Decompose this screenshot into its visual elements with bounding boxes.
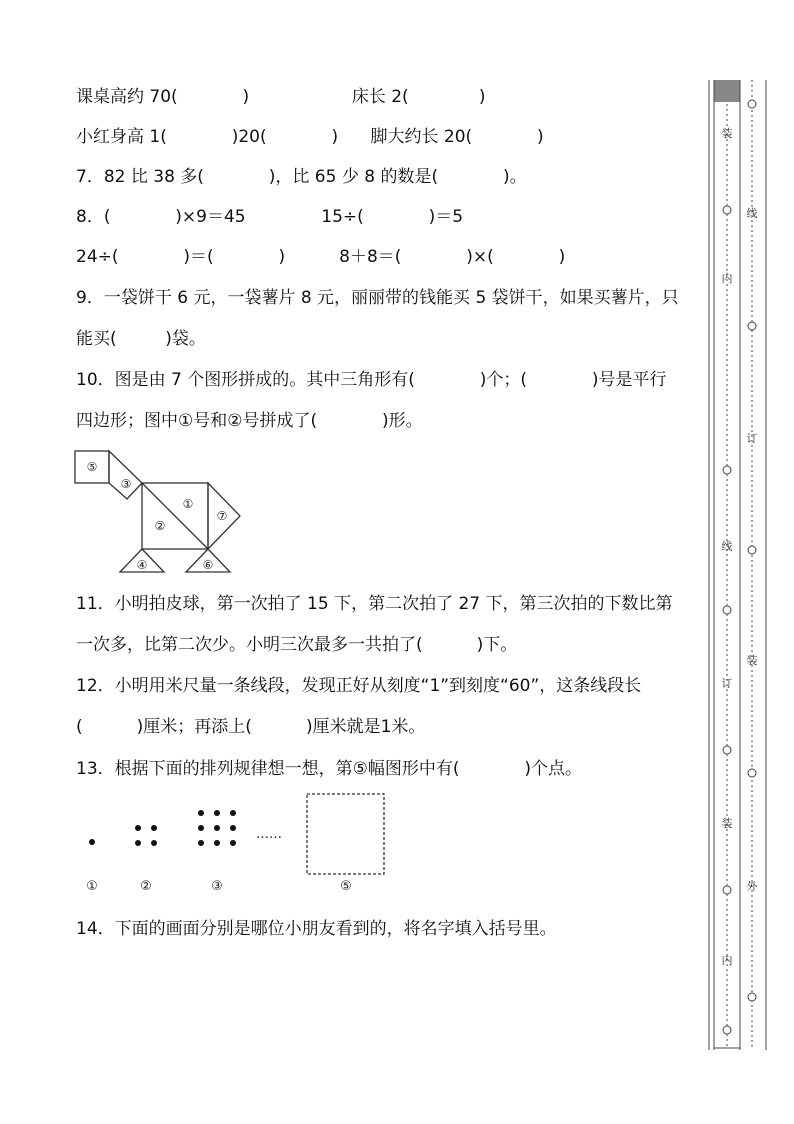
binding-label: 内 [721, 954, 733, 967]
dot [135, 825, 141, 831]
q9-line2: 能买( )袋。 [76, 329, 206, 349]
q14: 14．下面的画面分别是哪位小朋友看到的，将名字填入括号里。 [76, 919, 557, 939]
tangram-piece-3 [109, 451, 142, 499]
q13: 13．根据下面的排列规律想一想，第⑤幅图形中有( )个点。 [76, 759, 582, 779]
dot [151, 840, 157, 846]
dot [198, 840, 204, 846]
q6-desk-height: 课桌高约 70( ) 床长 2( ) [76, 87, 486, 107]
binding-label: 装 [746, 654, 758, 667]
binding-margin [700, 70, 794, 1060]
q11-line1: 11．小明拍皮球，第一次拍了 15 下，第二次拍了 27 下，第三次拍的下数比第 [76, 594, 673, 614]
tangram-figure [70, 448, 250, 578]
dots-label-3: ③ [211, 879, 223, 894]
dot [214, 840, 220, 846]
q8-row2: 24÷( )＝( ) 8＋8＝( )×( ) [76, 247, 566, 267]
q9-line1: 9．一袋饼干 6 元，一袋薯片 8 元，丽丽带的钱能买 5 袋饼干，如果买薯片，只 [76, 288, 679, 308]
tangram-label-1: ① [182, 497, 194, 511]
dot [151, 825, 157, 831]
dot [198, 825, 204, 831]
dots-label-1: ① [86, 879, 98, 894]
tangram-label-5: ⑤ [86, 460, 98, 474]
binding-label: 线 [746, 207, 758, 220]
q12-line1: 12．小明用米尺量一条线段，发现正好从刻度“1”到刻度“60”，这条线段长 [76, 676, 642, 696]
binding-label: 外 [746, 880, 758, 893]
tangram-label-4: ④ [136, 558, 148, 572]
dot [230, 840, 236, 846]
dot-pattern-figure [76, 788, 396, 898]
binding-label: 内 [721, 272, 733, 285]
tangram-diagonal [142, 483, 208, 549]
dot [230, 810, 236, 816]
binding-label: 线 [721, 540, 733, 553]
dot [230, 825, 236, 831]
q10-line1: 10．图是由 7 个图形拼成的。其中三角形有( )个；( )号是平行 [76, 370, 667, 390]
binding-label: 装 [721, 817, 733, 830]
tangram-label-3: ③ [120, 477, 132, 491]
q10-line2: 四边形；图中①号和②号拼成了( )形。 [76, 411, 423, 431]
dots-label-5: ⑤ [340, 879, 352, 894]
dots-ellipsis: …… [256, 827, 282, 842]
dots-blank-box [307, 794, 384, 874]
q12-line2: ( )厘米；再添上( )厘米就是1米。 [76, 717, 426, 737]
dot [89, 839, 95, 845]
tangram-label-2: ② [154, 519, 166, 533]
q6-height-foot: 小红身高 1( )20( ) 脚大约长 20( ) [76, 127, 544, 147]
binding-label: 订 [721, 677, 733, 690]
dot [214, 810, 220, 816]
binding-label: 订 [746, 432, 758, 445]
tangram-label-6: ⑥ [202, 558, 214, 572]
q7: 7．82 比 38 多( )，比 65 少 8 的数是( )。 [76, 167, 527, 187]
tangram-label-7: ⑦ [216, 509, 228, 523]
dot [198, 810, 204, 816]
dot [214, 825, 220, 831]
q11-line2: 一次多，比第二次少。小明三次最多一共拍了( )下。 [76, 635, 518, 655]
binding-label: 装 [721, 127, 733, 140]
dot [135, 840, 141, 846]
q8-row1: 8．( )×9＝45 15÷( )＝5 [76, 207, 464, 227]
dots-label-2: ② [140, 879, 152, 894]
